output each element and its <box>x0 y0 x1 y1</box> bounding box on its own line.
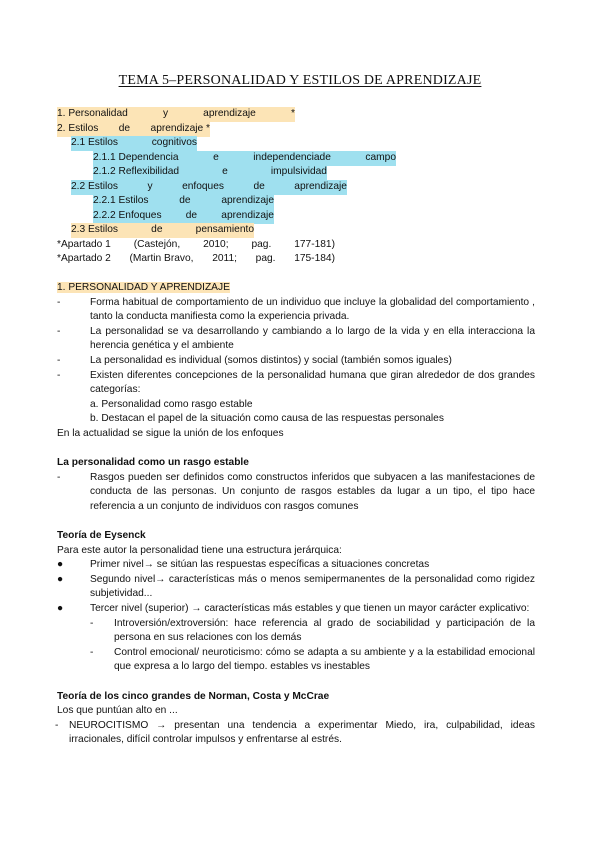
toc-item-2-1: 2.1 Estilos cognitivos <box>71 136 197 151</box>
eysenck-heading: Teoría de Eysenck <box>57 530 146 542</box>
toc-item-2-2-2: 2.2.2 Enfoques de aprendizaje <box>93 209 274 224</box>
sub-item: - Introversión/extroversión: hace referencia al grado de sociabilidad y participación de la persona en sus relaciones con los demás <box>90 617 535 644</box>
toc-item-2-1-1: 2.1.1 Dependencia e independenciade campo <box>93 151 396 166</box>
dash-item: - Rasgos pueden ser definidos como constructos inferidos que subyacen a las manifestaciones de conducta de las personas. Un conjunto de rasgos estables da lugar a un tipo, el tipo hace referencia a un conjunto de individuos con rasgos comunes <box>57 471 535 512</box>
category-b: b. Destacan el papel de la situación como causa de las respuestas personales <box>90 413 444 425</box>
toc-item-2-2: 2.2 Estilos y enfoques de aprendizaje <box>71 180 347 195</box>
bullet-item: ● Tercer nivel (superior) → características más estables y que tienen un mayor carácter explicativo: <box>57 603 530 615</box>
toc-note-2: *Apartado 2 (Martin Bravo, 2011; pag. 175-184) <box>57 253 335 264</box>
closing-line: En la actualidad se sigue la unión de los enfoques <box>57 427 284 439</box>
dash-item: - La personalidad es individual (somos distintos) y social (también somos iguales) <box>57 354 452 366</box>
eysenck-intro: Para este autor la personalidad tiene una estructura jerárquica: <box>57 544 342 556</box>
dash-item: - Forma habitual de comportamiento de un individuo que incluye la globalidad del comportamiento , tanto la conducta manifiesta como la experiencia privada. <box>57 296 535 323</box>
section-heading: 1. PERSONALIDAD Y APRENDIZAJE <box>57 282 230 293</box>
category-a: a. Personalidad como rasgo estable <box>90 398 253 410</box>
toc-item-2: 2. Estilos de aprendizaje * <box>57 122 210 137</box>
dash-item: - NEUROCITISMO → presentan una tendencia a experimentar Miedo, ira, culpabilidad, ideas irracionales, difícil controlar impulsos y enfrentarse al estrés. <box>55 719 535 746</box>
cinco-intro: Los que puntúan alto en ... <box>57 705 178 717</box>
dash-item: - La personalidad se va desarrollando y cambiando a lo largo de la vida y en ella interacciona la herencia genética y el ambiente <box>57 325 535 352</box>
cinco-grandes-heading: Teoría de los cinco grandes de Norman, Costa y McCrae <box>57 690 330 702</box>
section-personalidad-aprendizaje <box>57 281 535 748</box>
dash-item: - Existen diferentes concepciones de la personalidad humana que giran alrededor de dos grandes categorías: <box>57 369 535 396</box>
toc-note-1: *Apartado 1 (Castejón, 2010; pag. 177-181) <box>57 239 335 250</box>
bullet-item: ● Segundo nivel→ características más o menos semipermanentes de la personalidad como rigidez subjetividad... <box>57 573 535 600</box>
toc-item-2-1-2: 2.1.2 Reflexibilidad e impulsividad <box>93 165 327 180</box>
sub-item: - Control emocional/ neuroticismo: cómo se adapta a su ambiente y a la estabilidad emocional que expresa a lo largo del tiempo. estables vs inestables <box>90 646 535 673</box>
rasgo-heading: La personalidad como un rasgo estable <box>57 457 249 469</box>
toc-item-1: 1. Personalidad y aprendizaje * <box>57 107 295 122</box>
toc-item-2-3: 2.3 Estilos de pensamiento <box>71 223 254 238</box>
toc-item-2-2-1: 2.2.1 Estilos de aprendizaje <box>93 194 274 209</box>
page-title: TEMA 5–PERSONALIDAD Y ESTILOS DE APRENDIZAJE <box>118 73 482 88</box>
bullet-item: ● Primer nivel→ se sitúan las respuestas específicas a situaciones concretas <box>57 559 430 571</box>
